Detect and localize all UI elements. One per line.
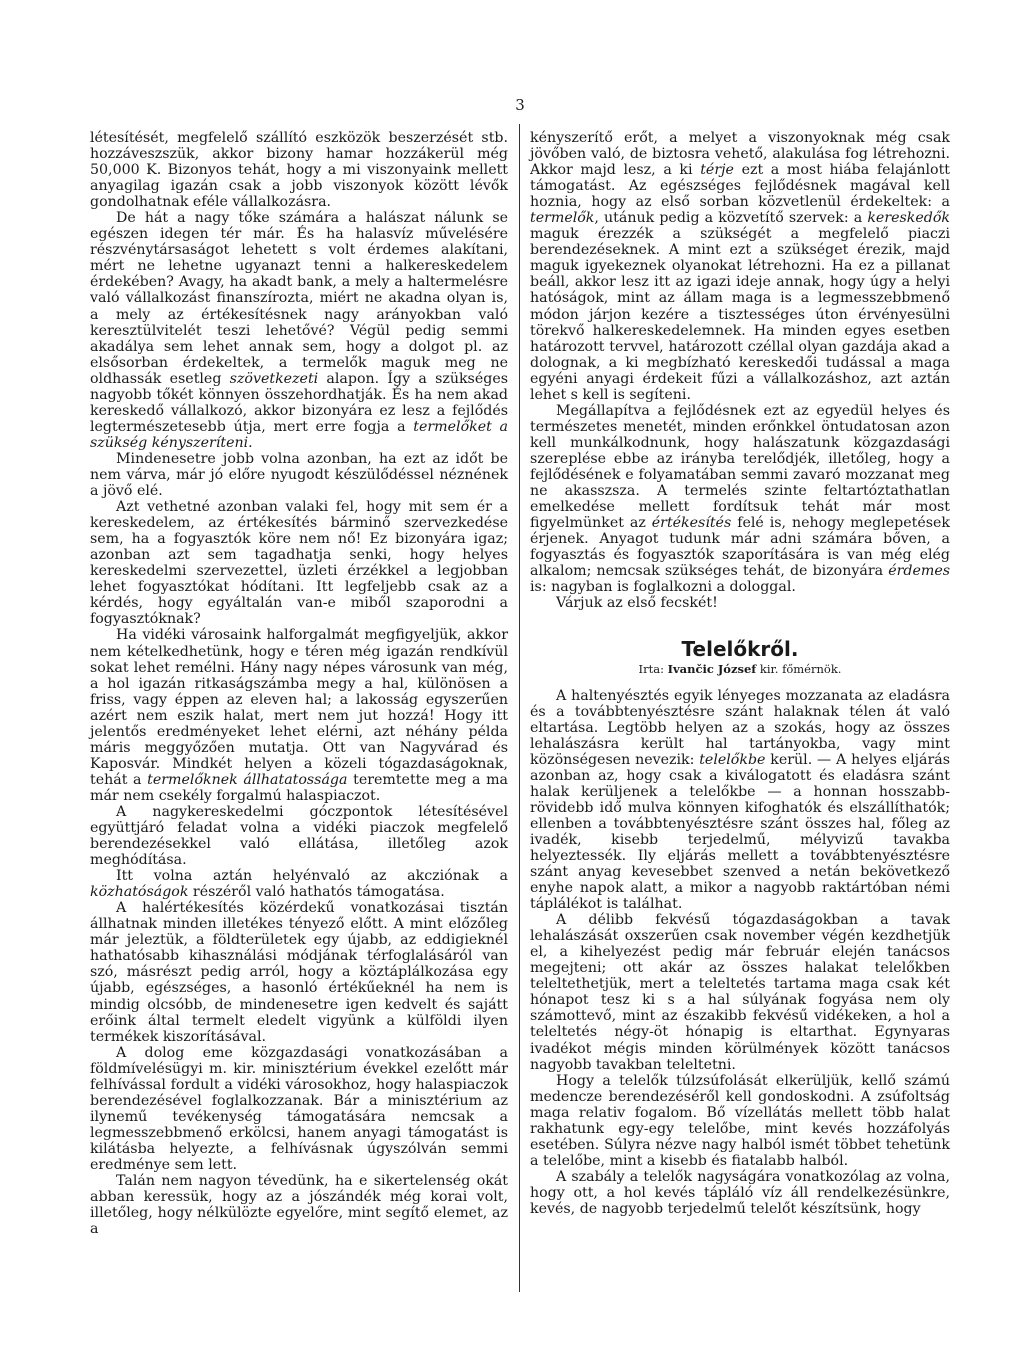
italic-text: kereskedők [867, 210, 950, 227]
paragraph [90, 900, 508, 1044]
italic-text: telelőkbe [699, 751, 766, 768]
text-run: alapon. Így a szükséges nagyobb tőkét könnyen összehordhatják. És ha nem akad kereskedő vállalkozó, akkor bizonyára ez lesz a fejlődés legtermészetesebb útja, mert erre fogja a [90, 370, 508, 435]
text-run: teremtette meg a ma már nem csekély forgalmú halaspiaczot. [90, 771, 509, 804]
column-divider [519, 124, 520, 1292]
text-run: Megállapítva a fejlődésnek ezt az egyedül helyes és természetes menetét, minden erőnkkel öntudatosan azon kell munkálkodnunk, hogy halászatunk közgazdasági szereplése ebbe az irányba terelődjék, illetőleg, hogy a fejlődésének e folyamatában semmi zavaró mozzanat meg ne akasszsza. A termelés szinte feltartóztathatlan emelkedése mellett fordítsuk tehát már most figyelmünket az [530, 402, 950, 532]
text-run: A haltenyésztés egyik lényeges mozzanata az eladásra és a továbbtenyésztésre szánt halaknak télen át való eltartása. Legtöbb helyen az a szokás, hogy az összes lehalászásra került hal tartányokba, vagy mint közönségesen nevezik: [530, 687, 950, 768]
text-run: Ha vidéki városaink halforgalmát megfigyeljük, akkor nem kételkedhetünk, hogy e téren még igazán rendkívül sokat lehet remélni. Hány nagy népes városunk van még, a hol igazán ritkaságszámba megy a hal, különösen a friss, vagy éppen az eleven hal; a lakosság egyszerűen azért nem eszik halat, mert nem jut hozzá! Hogy itt jelentős eredményeket lehet elérni, azt néhány példa máris meggyőzően mutatja. Ott van Nagyvárad és Kaposvár. Mindkét helyen a közeli tógazdaságoknak, tehát a [90, 627, 508, 788]
paragraph [530, 1073, 950, 1169]
byline-prefix: Irta: [638, 662, 668, 677]
text-run: Mindenesetre jobb volna azonban, ha ezt az időt be nem várva, már jó előre nyugodt készülődéssel néznének a jövő elé. [90, 450, 508, 500]
text-run: De hát a nagy tőke számára a halászat nálunk se egészen idegen tér már. És ha halasvíz művelésére részvénytársaságot lehetett s volt érdemes alakítani, mért ne lehetne ugyanazt tenni a halkereskedelem érdekében? Avagy, ha akadt bank, a mely a haltermelésre való vállalkozást finanszírozta, miért ne akadna olyan is, a mely az értékesítésnek nagy arányokban való keresztülvitelét teszi lehetővé? Végül pedig semmi akadálya sem lehet annak sem, hogy a dolgot pl. az elsősorban érdekeltek, a termelők maguk meg ne oldhassák esetleg [90, 210, 508, 387]
paragraph [90, 868, 508, 900]
author-title: kir. főmérnök. [756, 662, 842, 677]
paragraph [90, 130, 508, 210]
paragraph [530, 130, 950, 403]
paragraph [90, 1173, 508, 1237]
paragraph [90, 210, 508, 451]
text-run: maguk érezzék a szükségét a megfelelő piaczi berendezéseknek. A mint ezt a szükséget érezik, majd maguk igyekeznek olyanokat létrehozni. Ha ez a pillanat beáll, akkor lesz itt az igazi ideje annak, hogy úgy a helyi hatóságok, mint az állam maga is a legmesszebbmenő módon járjon kezére a tisztességes úton érvényesülni törekvő halkereskedelemnek. Ha minden egyes esetben határozott tervvel, határozott czéllal olyan gazdája akad a dolognak, a ki megbízható kereskedői tudással a maga egyéni anyagi érdekeit fűzi a vállalkozáshoz, azt aztán lehet s kell is segíteni. [530, 226, 950, 403]
text-run: Hogy a telelők túlzsúfolását elkerüljük, kellő számú medencze berendezéséről kell gondoskodni. A zsúfoltság maga relativ fogalom. Bő vízellátás mellett több halat rakhatunk egy-egy telelőbe, mint kevés hozzáfolyás esetében. Súlyra nézve nagy halból ismét többet tehetünk a telelőbe, mint a kisebb és fiatalabb halból. [530, 1072, 950, 1169]
italic-text: termelőket a szükség kényszeríteni. [90, 418, 508, 451]
article-title: Telelőkről. [681, 637, 799, 662]
article-byline [530, 661, 950, 677]
paragraph [90, 499, 508, 627]
text-run: A dolog eme közgazdasági vonatkozásában a földmívelésügyi m. kir. minisztérium évekkel ezelőtt már felhívással fordult a vidéki városokhoz, hogy halaspiaczok berendezésével foglalkozzanak. Bár a minisztérium az ilynemű tevékenység támogatására nemcsak a legmesszebbmenő erkölcsi, hanem anyagi támogatást is kilátásba helyezte, a felhívásnak úgyszólván semmi eredménye sem lett. [90, 1044, 508, 1173]
author-name: Ivančic József [667, 662, 757, 677]
paragraph [530, 912, 950, 1072]
italic-text: szövetkezeti [229, 370, 319, 387]
text-run: Itt volna aztán helyénvaló az akcziónak a [116, 868, 508, 885]
italic-text: térje [700, 162, 734, 179]
text-run: , utánuk pedig a közvetítő szervek: a [594, 210, 868, 227]
text-run: felé is, nehogy meglepetések érjenek. Anyagot tudunk már adni számára bőven, a fogyasztás és fogyasztók szaporítására is van még elég alkalom; nemcsak szükséges tehát, de bizonyára [530, 515, 950, 580]
text-run: ezt a most hiába felajánlott támogatást. Az egészséges fejlődésnek magával kell hoznia, hogy az első sorban közvetlenül érdekeltek: a [530, 162, 950, 211]
text-run: kényszerítő erőt, a melyet a viszonyoknak még csak jövőben való, de biztosra vehető, alakulása fog létrehozni. Akkor majd lesz, a ki [530, 130, 950, 179]
text-run: A halértékesítés közérdekű vonatkozásai tisztán állhatnak minden illetékes tényező előtt. A mint előzőleg már jeleztük, a földterületek egy újabb, az eddigieknél hathatósabb kihasználási módjának térfoglalásáról van szó, másrészt pedig arról, hogy a köztáplálkozása egy újabb, egészséges, a hasonló értékűeknél ha nem is mindig olcsóbb, de mindenesetre igen kedvelt és sajátt erőink által termelt eledelt vigyünk a külföldi ilyen termékek kiszorításával. [90, 900, 508, 1045]
paragraph [90, 1045, 508, 1173]
text-run: létesítését, megfelelő szállító eszközök beszerzését stb. hozzáveszszük, akkor bizony hamar hozzákerül még 50,000 K. Bizonyos tehát, hogy a mi viszonyaink mellett anyagilag igazán csak a jobb viszonyok között lévők gondolhatnak eféle vállalkozásra. [90, 130, 508, 211]
paragraph [530, 1169, 950, 1217]
paragraph [530, 595, 950, 611]
right-column-top-text [530, 130, 950, 611]
text-run: A nagykereskedelmi góczpontok létesítésével együttjáró feladat volna a vidéki piaczok megfelelő berendezésekkel való ellátása, illetőleg azok meghódítása. [90, 803, 508, 869]
italic-text: érdemes [888, 563, 950, 580]
text-run: Várjuk az első fecskét! [556, 595, 718, 612]
paragraph [90, 627, 508, 804]
italic-text: termelők [530, 210, 595, 227]
text-run: Talán nem nagyon tévedünk, ha e sikertelenség okát abban keressük, hogy az a jószándék még korai volt, illetőleg, hogy nélkülözte egyelőre, mint segítő elemet, az a [90, 1173, 508, 1238]
text-run: A szabály a telelők nagyságára vonatkozólag az volna, hogy ott, a hol kevés tápláló víz áll rendelkezésünkre, kevés, de nagyobb terjedelmű telelőt készítsünk, hogy [530, 1168, 950, 1217]
italic-text: közhatóságok [90, 884, 189, 901]
text-run: részéről való hathatós támogatása. [188, 884, 445, 901]
right-column [530, 130, 950, 1217]
page-number: 3 [515, 96, 525, 114]
paragraph [90, 804, 508, 868]
paragraph [530, 403, 950, 596]
italic-text: termelőknek állhatatossága [147, 771, 348, 788]
text-run: is: nagyban is foglalkozni a dologgal. [530, 579, 796, 596]
left-column [90, 130, 508, 1237]
paragraph [90, 451, 508, 499]
text-run: kerül. — A helyes eljárás azonban az, hogy csak a kiválogatott és eladásra szánt halak kerüljenek a telelőkbe — a honnan hosszabb-rövidebb idő mulva könnyen kifoghatók és elszállíthatók; ellenben a továbbtenyésztésre szánt összes hal, főleg az ivadék, kisebb terjedelmű, mélyvizű tavakba helyeztessék. Ily eljárás mellett a továbbtenyésztésre szánt anyag kevesebbet szenved a netán bekövetkező enyhe napok alatt, a mikor a nagyobb raktártóban némi táplálékot is találhat. [530, 751, 950, 913]
paragraph [530, 688, 950, 913]
text-run: Azt vethetné azonban valaki fel, hogy mit sem ér a kereskedelem, az értékesítés bárminő szervezkedése sem, ha a fogyasztók köre nem nő! Ez bizonyára igaz; azonban azt sem tagadhatja senki, hogy helyes kereskedelmi szervezettel, üzleti érzékkel a legjobban lehet fogyasztókat hódítani. Itt legfeljebb csak az a kérdés, hogy egyáltalán van-e miből szaporodni a fogyasztóknak? [90, 499, 508, 628]
text-run: A délibb fekvésű tógazdaságokban a tavak lehalászását oxszerűen csak november végén kezdhetjük el, a kihelyezést pedig már február elején tanácsos megejteni; ott akár az összes halakat telelőkben teleltethetjük, mert a teleltetés tartama maga csak két hónapot tesz ki s a hal súlyának fogyása nem oly számottevő, mint az északibb fekvésű vidékeken, a hol a teleltetés négy-öt hónapig is eltarthat. Egynyaras ivadékot mégis minden körülmények között tanácsos nagyobb tavakban teleltetni. [530, 912, 950, 1073]
italic-text: értékesítés [651, 515, 732, 532]
article-body [530, 688, 950, 1218]
